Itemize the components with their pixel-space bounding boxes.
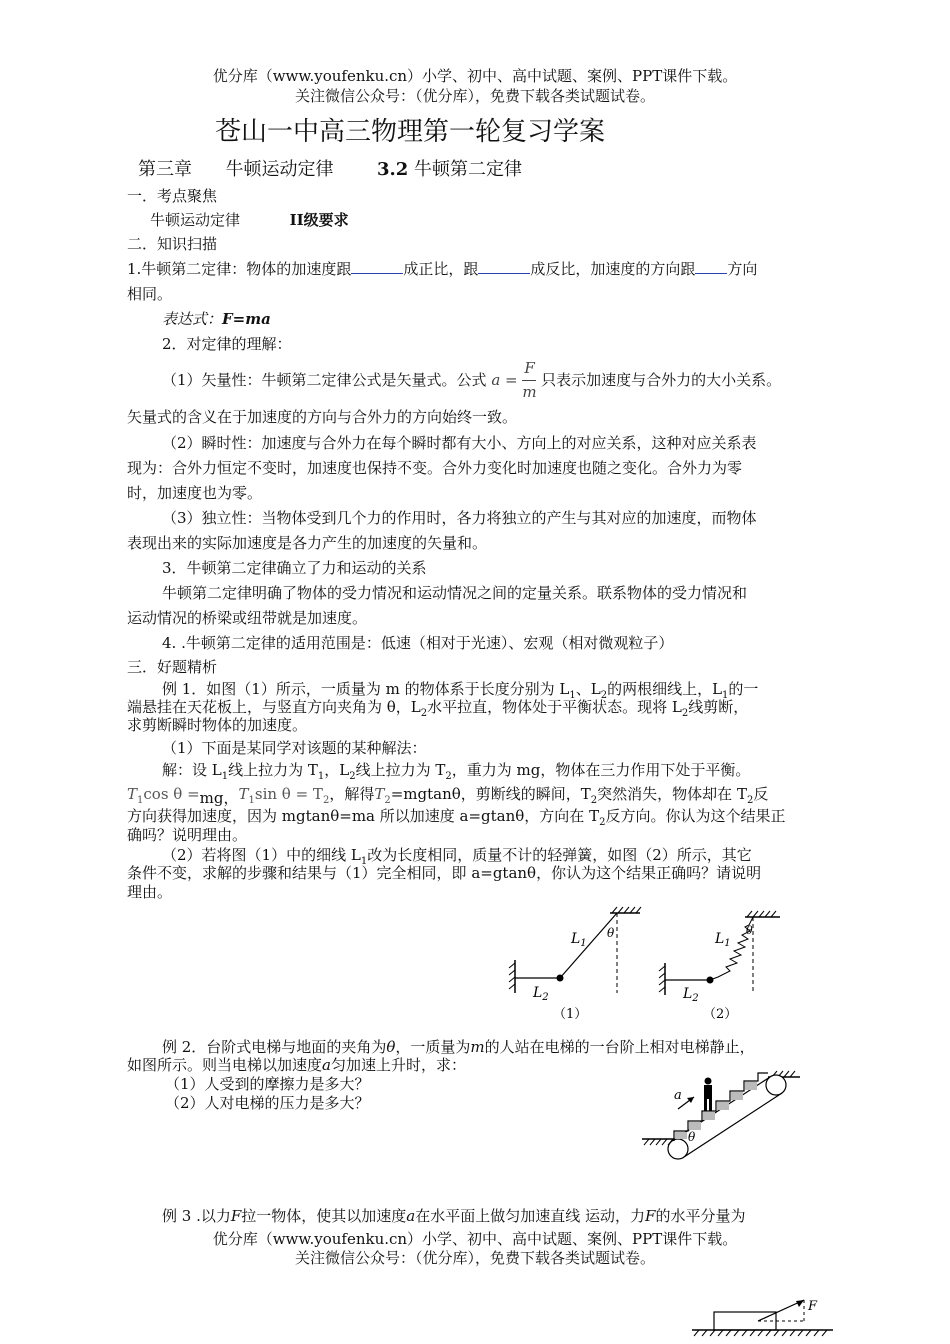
part3-heading: 三．好题精析 <box>127 658 218 676</box>
instant-text-c: 时，加速度也为零。 <box>127 484 263 502</box>
example1-line-a: 例 1．如图（1）所示，一质量为 m 的物体系于长度分别为 $L_1$、$L_2$的两根细线上，$L_1$的一 <box>162 680 759 701</box>
section-name: 牛顿第二定律 <box>414 159 522 180</box>
relation-text-b: 运动情况的桥梁或纽带就是加速度。 <box>127 609 368 627</box>
understanding-heading: 2．对定律的理解： <box>162 335 292 353</box>
svg-text:L2: $L_2$ <box>533 985 549 1003</box>
example2-question-2: （2）人对电梯的压力是多大？ <box>165 1094 370 1112</box>
page-title: 苍山一中高三物理第一轮复习学案 <box>215 117 606 147</box>
header-line-1: 优分库（www.youfenku.cn）小学、初中、高中试题、案例、PPT课件下载。 <box>212 67 738 85</box>
example2-line-a: 例 2．台阶式电梯与地面的夹角为θ，一质量为m的人站在电梯的一台阶上相对电梯静止， <box>162 1038 755 1056</box>
figure-1-2 <box>505 905 795 1025</box>
law-text-a: 1.牛顿第二定律：物体的加速度跟 <box>127 260 352 278</box>
example1-line-c: 求剪断瞬时物体的加速度。 <box>127 716 308 734</box>
svg-text:（2）: （2） <box>703 1007 738 1022</box>
escalator-figure <box>638 1065 808 1165</box>
svg-text:θ: θ <box>746 924 753 937</box>
vector-line <box>162 359 782 401</box>
law-text-c: 成反比，加速度的方向跟 <box>530 260 696 278</box>
chapter-name: 牛顿运动定律 <box>225 159 334 180</box>
svg-text:θ: θ <box>607 926 615 940</box>
relation-text-a: 牛顿第二定律明确了物体的受力情况和运动情况之间的定量关系。联系物体的受力情况和 <box>162 584 748 602</box>
chapter-label: 第三章 <box>138 159 192 180</box>
example1-question-1: （1）下面是某同学对该题的某种解法： <box>162 739 427 757</box>
section-number: 3.2 <box>376 159 409 180</box>
force-block-figure <box>688 1296 838 1344</box>
part2-heading: 二．知识扫描 <box>127 235 218 253</box>
footer-line-2: 关注微信公众号：（优分库），免费下载各类试题试卷。 <box>294 1249 655 1267</box>
scope-text: 4. .牛顿第二定律的适用范围是：低速（相对于光速）、宏观（相对微观粒子） <box>162 634 674 652</box>
svg-text:F: F <box>808 1299 818 1314</box>
blank-1[interactable] <box>351 259 403 274</box>
formula: F=ma <box>222 310 271 328</box>
vector-text-b: 只表示加速度与合外力的大小关系。 <box>541 371 782 389</box>
part1-heading: 一．考点聚焦 <box>127 187 218 205</box>
law-statement <box>127 259 757 279</box>
vector-text-a: （1）矢量性：牛顿第二定律公式是矢量式。公式 <box>162 371 487 389</box>
part1-level: II级要求 <box>289 211 349 229</box>
fraction-numerator: F <box>524 359 535 377</box>
fraction-bar <box>522 380 536 381</box>
blank-3[interactable] <box>695 259 727 274</box>
question2-line-a: （2）若将图（1）中的细线 $L_1$改为长度相同，质量不计的轻弹簧，如图（2）所示，其它 <box>162 846 752 867</box>
svg-text:θ: θ <box>688 1130 696 1144</box>
solution-line-c: 方向获得加速度，因为 mgtanθ=ma 所以加速度 a=gtanθ，方向在 $T_2$反方向。你认为这个结果正 <box>127 807 786 828</box>
chapter-line <box>138 158 522 182</box>
solution-line-a: 解：设 $L_1$线上拉力为 $T_1$，$L_2$线上拉力为 $T_2$，重力为 mg，物体在三力作用下处于平衡。 <box>162 761 751 782</box>
header-line-2: 关注微信公众号：（优分库），免费下载各类试题试卷。 <box>294 87 655 105</box>
blank-2[interactable] <box>478 259 530 274</box>
vector-formula-lhs: a = <box>491 371 518 389</box>
footer-line-1: 优分库（www.youfenku.cn）小学、初中、高中试题、案例、PPT课件下载。 <box>212 1230 738 1248</box>
svg-text:L1: $L_1$ <box>571 931 587 949</box>
solution-line-d: 确吗？说明理由。 <box>127 826 248 844</box>
law-text-d: 方向 <box>727 260 758 278</box>
example1-line-b: 端悬挂在天花板上，与竖直方向夹角为 θ，$L_2$水平拉直，物体处于平衡状态。现将 $L_2$线剪断， <box>127 698 749 719</box>
law-text-b: 成正比，跟 <box>403 260 479 278</box>
fraction-denominator: m <box>522 383 537 401</box>
vector-text-c: 矢量式的含义在于加速度的方向与合外力的方向始终一致。 <box>127 408 518 426</box>
question2-line-c: 理由。 <box>127 883 173 901</box>
vector-fraction <box>522 359 537 401</box>
part1-topic: 牛顿运动定律 <box>150 211 241 229</box>
instant-text-a: （2）瞬时性：加速度与合外力在每个瞬时都有大小、方向上的对应关系，这种对应关系表 <box>162 434 757 452</box>
formula-label: 表达式： <box>162 310 223 328</box>
figure-1 <box>509 907 641 1022</box>
svg-text:（1）: （1） <box>553 1007 588 1022</box>
svg-text:L1: $L_1$ <box>715 931 731 949</box>
figure-2 <box>659 911 780 1022</box>
solution-line-b: $T_1\cos$ θ =mg，$T_1\sin$ $\theta = T_2$，解得$T_2=mgtan\theta$，剪断线的瞬间，$T_2$突然消失，物体却在 $T_2$反 <box>127 785 769 807</box>
independence-text-b: 表现出来的实际加速度是各力产生的加速度的矢量和。 <box>127 534 488 552</box>
svg-text:a: a <box>674 1088 682 1103</box>
relation-heading: 3．牛顿第二定律确立了力和运动的关系 <box>162 559 427 577</box>
example2-line-b: 如图所示。则当电梯以加速度a匀加速上升时，求： <box>127 1056 466 1074</box>
example3-line: 例 3 .以力F拉一物体，使其以加速度a在水平面上做匀加速直线 运动，力F的水平分量为 <box>162 1207 746 1225</box>
example2-question-1: （1）人受到的摩擦力是多大？ <box>165 1075 370 1093</box>
part1-topic-line <box>150 210 349 230</box>
instant-text-b: 现为：合外力恒定不变时，加速度也保持不变。合外力变化时加速度也随之变化。合外力为零 <box>127 459 743 477</box>
law-text-e: 相同。 <box>127 285 173 303</box>
question2-line-b: 条件不变，求解的步骤和结果与（1）完全相同，即 a=gtanθ，你认为这个结果正确吗？请说明 <box>127 864 762 882</box>
svg-text:L2: $L_2$ <box>683 986 699 1004</box>
independence-text-a: （3）独立性：当物体受到几个力的作用时，各力将独立的产生与其对应的加速度，而物体 <box>162 509 757 527</box>
formula-line <box>162 309 271 329</box>
